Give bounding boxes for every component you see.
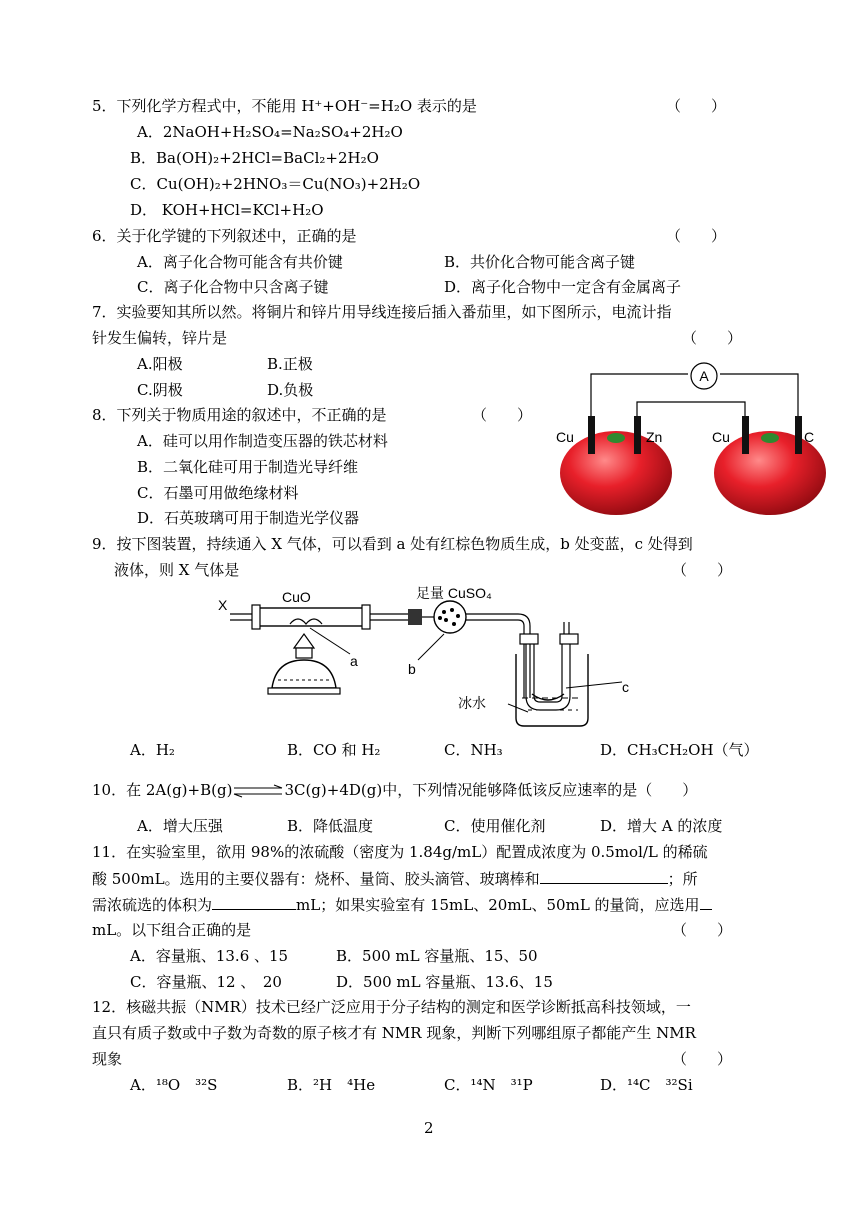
q11-line2-post: ；所: [667, 870, 698, 888]
label-cuo: CuO: [282, 589, 311, 605]
wire-right: [720, 374, 798, 418]
q12-line3: 现象: [92, 1050, 123, 1068]
wire-middle: [637, 402, 745, 418]
q6-option-d: D．离子化合物中一定含有金属离子: [444, 278, 682, 296]
q9-option-a: A．H₂: [130, 741, 175, 759]
tomato-left-stem: [607, 433, 625, 443]
q11-option-b: B．500 mL 容量瓶、15、50: [336, 947, 538, 965]
q11-line3: [92, 894, 712, 915]
q9-stem-line1: 9．按下图装置，持续通入 X 气体，可以看到 a 处有红棕色物质生成，b 处变蓝，c 处得到: [92, 535, 693, 553]
q5-paren: （ ）: [666, 97, 727, 115]
label-cuso4: 足量 CuSO₄: [416, 585, 492, 601]
electrode-cu-right: [742, 416, 749, 454]
q7-option-c: C.阴极: [137, 381, 183, 399]
blank-instrument: [540, 868, 668, 884]
q10-stem-pre: 10．在 2A(g)+B(g): [92, 781, 233, 799]
electrode-c: [795, 416, 802, 454]
q11-option-a: A．容量瓶、13.6 、15: [130, 947, 289, 965]
q12-paren: （ ）: [672, 1050, 733, 1068]
q12-option-b: B．²H ⁴He: [287, 1076, 376, 1094]
q11-line4: mL。以下组合正确的是: [92, 921, 252, 939]
q6-stem: 6．关于化学键的下列叙述中，正确的是: [92, 227, 357, 245]
q10-stem: [92, 780, 697, 800]
q7-option-b: B.正极: [267, 355, 313, 373]
q8-option-b: B．二氧化硅可用于制造光导纤维: [137, 458, 359, 476]
q9-option-c: C．NH₃: [444, 741, 503, 759]
q7-paren: （ ）: [682, 329, 743, 347]
q10-option-b: B．降低温度: [287, 817, 374, 835]
q5-option-d: D． KOH+HCl=KCl+H₂O: [130, 201, 324, 219]
q8-option-c: C．石墨可用做绝缘材料: [137, 484, 299, 502]
q8-paren: （ ）: [472, 406, 533, 424]
electrode-zn: [634, 416, 641, 454]
q12-line2: 直只有质子数或中子数为奇数的原子核才有 NMR 现象，判断下列哪组原子都能产生 NMR: [92, 1024, 696, 1042]
alcohol-lamp: [272, 660, 336, 688]
stopper-left: [408, 609, 422, 625]
label-x: X: [218, 597, 228, 613]
q7-stem-line1: 7．实验要知其所以然。将铜片和锌片用导线连接后插入番茄里，如下图所示，电流计指: [92, 303, 672, 321]
q6-paren: （ ）: [666, 227, 727, 245]
label-cu-right: Cu: [712, 429, 730, 445]
q9-option-b: B．CO 和 H₂: [287, 741, 381, 759]
q10-stem-post: 3C(g)+4D(g)中，下列情况能够降低该反应速率的是（ ）: [284, 781, 698, 799]
q7-stem-line2: 针发生偏转，锌片是: [92, 329, 228, 347]
q5-option-c: C．Cu(OH)₂+2HNO₃＝Cu(NO₃)+2H₂O: [130, 175, 421, 193]
tomato-battery-figure: [548, 360, 838, 520]
label-zn: Zn: [646, 429, 663, 445]
q12-line1: 12．核磁共振（NMR）技术已经广泛应用于分子结构的测定和医学诊断抵高科技领域，一: [92, 998, 691, 1016]
q5-option-b: B．Ba(OH)₂+2HCl=BaCl₂+2H₂O: [130, 149, 379, 167]
tomato-right-stem: [761, 433, 779, 443]
label-b: b: [408, 661, 416, 677]
q10-option-a: A．增大压强: [137, 817, 223, 835]
q9-paren: （ ）: [672, 561, 733, 579]
q11-line1: 11．在实验室里，欲用 98%的浓硫酸（密度为 1.84g/mL）配置成浓度为 0.5mol/L 的稀硫: [92, 843, 708, 861]
label-ice-water: 冰水: [458, 695, 486, 711]
q5-stem: 5．下列化学方程式中，不能用 H⁺+OH⁻=H₂O 表示的是: [92, 97, 477, 115]
q10-option-d: D．增大 A 的浓度: [600, 817, 723, 835]
q11-paren: （ ）: [672, 921, 733, 939]
label-a: a: [350, 653, 358, 669]
q11-option-c: C．容量瓶、12 、 20: [130, 973, 282, 991]
q11-line2: [92, 868, 698, 889]
q7-option-d: D.负极: [267, 381, 314, 399]
q6-option-c: C．离子化合物中只含离子键: [137, 278, 329, 296]
q5-option-a: A．2NaOH+H₂SO₄=Na₂SO₄+2H₂O: [137, 123, 403, 141]
label-c: C: [804, 429, 815, 445]
q8-stem: 8．下列关于物质用途的叙述中，不正确的是: [92, 406, 387, 424]
q6-option-b: B．共价化合物可能含离子键: [444, 253, 636, 271]
equilibrium-arrow-icon: [232, 784, 284, 798]
q11-line2-pre: 酸 500mL。选用的主要仪器有：烧杯、量筒、胶头滴管、玻璃棒和: [92, 870, 540, 888]
apparatus-figure: [212, 584, 632, 734]
q11-option-d: D．500 mL 容量瓶、13.6、15: [336, 973, 553, 991]
q12-option-c: C．¹⁴N ³¹P: [444, 1076, 533, 1094]
label-cu-left: Cu: [556, 429, 574, 445]
q9-option-d: D．CH₃CH₂OH（气）: [600, 741, 759, 759]
q7-option-a: A.阳极: [137, 355, 183, 373]
q10-option-c: C．使用催化剂: [444, 817, 546, 835]
q11-line3-pre: 需浓硫选的体积为: [92, 896, 213, 914]
wire-left: [591, 374, 688, 418]
q8-option-d: D．石英玻璃可用于制造光学仪器: [137, 509, 360, 527]
q11-line3-mid: mL；如果实验室有 15mL、20mL、50mL 的量筒，应选用: [296, 896, 700, 914]
blank-cylinder: [700, 894, 712, 910]
ammeter-label: A: [699, 368, 709, 384]
q12-option-a: A．¹⁸O ³²S: [130, 1076, 218, 1094]
label-c: c: [622, 679, 629, 695]
beaker: [516, 654, 588, 726]
combustion-tube: [256, 608, 366, 626]
q8-option-a: A．硅可以用作制造变压器的铁芯材料: [137, 432, 388, 450]
flame-icon: [294, 634, 314, 648]
q6-option-a: A．离子化合物可能含有共价键: [137, 253, 343, 271]
page-number: 2: [424, 1119, 434, 1137]
blank-volume: [212, 894, 296, 910]
q12-option-d: D．¹⁴C ³²Si: [600, 1076, 693, 1094]
q9-stem-line2: 液体，则 X 气体是: [114, 561, 240, 579]
electrode-cu-left: [588, 416, 595, 454]
